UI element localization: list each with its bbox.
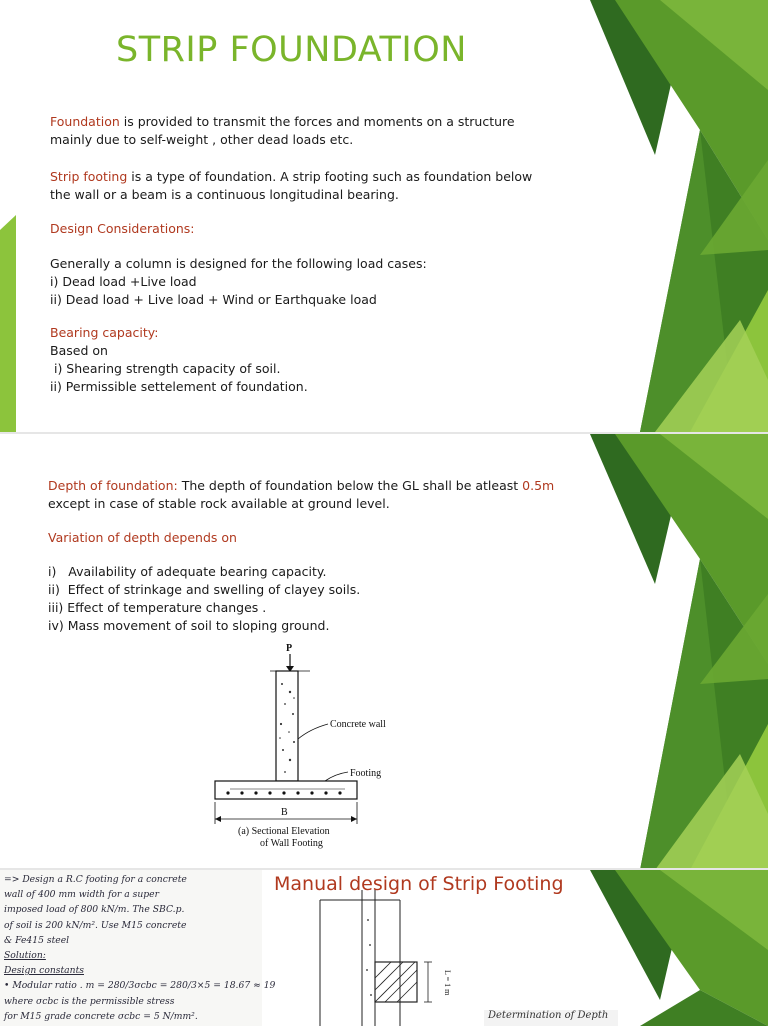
design-considerations-heading: Design Considerations: xyxy=(50,221,195,236)
load-label: P xyxy=(286,643,293,654)
variation-list xyxy=(48,563,360,635)
handwritten-line: for M15 grade concrete σcbc = 5 N/mm². xyxy=(4,1010,198,1022)
strip-footing-sketch xyxy=(300,890,470,1026)
handwritten-line: where σcbc is the permissible stress xyxy=(4,995,175,1007)
variation-item: i) Availability of adequate bearing capacity. xyxy=(48,564,327,579)
variation-heading: Variation of depth depends on xyxy=(48,530,237,545)
slide-title: Manual design of Strip Footing xyxy=(274,873,564,895)
concrete-wall xyxy=(276,671,298,781)
strip-footing-text-line2: the wall or a beam is a continuous longitudinal bearing. xyxy=(50,187,399,202)
depth-text-line2: except in case of stable rock available at ground level. xyxy=(48,496,390,511)
handwritten-line: wall of 400 mm width for a super xyxy=(4,889,159,901)
depth-paragraph xyxy=(48,477,554,513)
concrete-wall-label: Concrete wall xyxy=(330,719,386,730)
load-cases-block xyxy=(50,255,427,309)
bearing-capacity-heading: Bearing capacity: xyxy=(50,325,159,340)
slide-title: STRIP FOUNDATION xyxy=(116,30,467,70)
depth-term: Depth of foundation: xyxy=(48,478,178,493)
handwritten-line: & Fe415 steel xyxy=(4,934,70,946)
load-case-item: i) Dead load +Live load xyxy=(50,274,197,289)
handwritten-line: imposed load of 800 kN/m. The SBC.p. xyxy=(4,904,185,916)
depth-value: 0.5m xyxy=(522,478,555,493)
wall-footing-diagram xyxy=(190,634,420,854)
dimension-label: L = 1 m xyxy=(443,970,452,996)
handwritten-notes xyxy=(0,870,276,1026)
slide-depth-of-foundation xyxy=(0,432,768,870)
foundation-term: Foundation xyxy=(50,114,120,129)
depth-text: The depth of foundation below the GL shall be atleast xyxy=(177,478,523,493)
bearing-item: i) Shearing strength capacity of soil. xyxy=(50,361,281,376)
handwritten-line: of soil is 200 kN/m². Use M15 concrete xyxy=(4,919,187,931)
strip-footing-paragraph xyxy=(50,168,532,204)
diagram-caption-line2: of Wall Footing xyxy=(260,838,323,849)
strip-footing-term: Strip footing xyxy=(50,169,128,184)
footing xyxy=(215,781,357,799)
diagram-caption-line1: (a) Sectional Elevation xyxy=(238,826,330,837)
width-label: B xyxy=(281,807,288,818)
variation-item: iii) Effect of temperature changes . xyxy=(48,600,267,615)
variation-item: ii) Effect of strinkage and swelling of clayey soils. xyxy=(48,582,361,597)
load-cases-intro: Generally a column is designed for the following load cases: xyxy=(50,256,427,271)
handwritten-line: => Design a R.C footing for a concrete xyxy=(4,874,187,885)
foundation-text-line2: mainly due to self-weight , other dead loads etc. xyxy=(50,132,354,147)
bottom-handwritten-heading: Determination of Depth xyxy=(484,1010,618,1026)
load-case-item: ii) Dead load + Live load + Wind or Earthquake load xyxy=(50,292,377,307)
based-on-label: Based on xyxy=(50,343,108,358)
strip-footing-text-line1: is a type of foundation. A strip footing such as foundation below xyxy=(127,169,533,184)
slide-manual-design xyxy=(0,868,768,1026)
slide-strip-foundation xyxy=(0,0,768,432)
handwritten-line: Solution: xyxy=(4,950,46,962)
handwritten-line: • Modular ratio . m = 280/3σcbc = 280/3×5 = 18.67 ≈ 19 xyxy=(4,980,276,992)
bearing-item: ii) Permissible settelement of foundation. xyxy=(50,379,308,394)
foundation-paragraph xyxy=(50,113,515,149)
variation-item: iv) Mass movement of soil to sloping ground. xyxy=(48,618,330,633)
footing-label: Footing xyxy=(350,768,382,779)
foundation-text-line1: is provided to transmit the forces and moments on a structure xyxy=(119,114,515,129)
bearing-capacity-block xyxy=(50,342,308,396)
handwritten-line: Design constants xyxy=(4,965,84,977)
